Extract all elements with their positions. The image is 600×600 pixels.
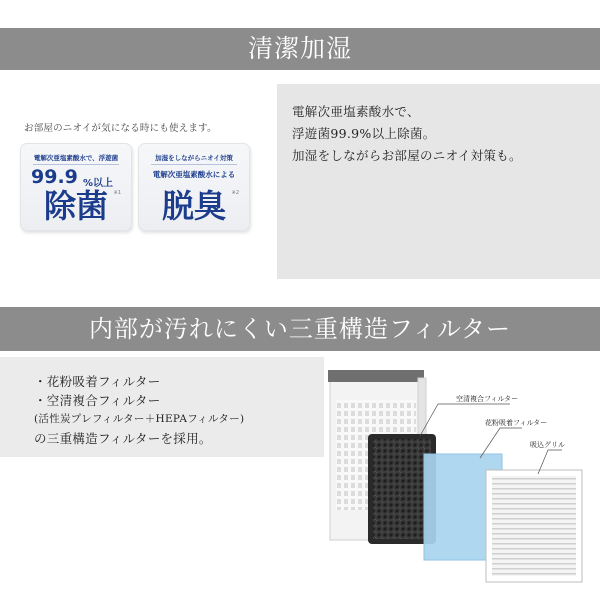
description-text [292, 101, 522, 167]
sterilization-badge [20, 143, 132, 231]
badge-divider [151, 164, 237, 165]
section-title-clean-humidify: 清潔加湿 [0, 28, 600, 70]
description-line: 浮遊菌99.9%以上除菌。 [292, 126, 436, 141]
badge-caption: 加湿をしながらニオイ対策 [155, 154, 233, 162]
section-title-triple-filter: 内部が汚れにくい三重構造フィルター [0, 307, 600, 351]
badge-caption: 電解次亜塩素酸水で、浮遊菌 [33, 154, 119, 162]
intake-grille-label: 吸込グリル [530, 441, 565, 449]
odor-note: お部屋のニオイが気になる時にも使えます。 [24, 123, 217, 134]
filter-list [34, 372, 244, 448]
badge-footnote: ※1 [113, 190, 121, 196]
filter-list-item: ・花粉吸着フィルター [34, 374, 161, 389]
badge-footnote: ※2 [231, 190, 239, 196]
badge-divider [33, 164, 119, 165]
deodorize-badge [138, 143, 250, 231]
pollen-filter-label: 花粉吸着フィルター [485, 419, 548, 427]
badge-percentage-suffix: %以上 [83, 178, 114, 189]
badge-percentage: 99.9 [31, 166, 78, 188]
description-line: 電解次亜塩素酸水で、 [292, 104, 420, 119]
filter-list-item: ・空清複合フィルター [34, 393, 161, 408]
filter-list-item: の三重構造フィルターを採用。 [34, 431, 212, 446]
composite-filter-label: 空清複合フィルター [456, 395, 519, 403]
filter-illustration [322, 370, 600, 600]
badge-word-sterilize: 除菌 [43, 187, 108, 225]
description-line: 加湿をしながらお部屋のニオイ対策も。 [292, 148, 522, 163]
badge-word-deodorize: 脱臭 [161, 187, 226, 225]
intake-grille-icon [486, 470, 582, 582]
badge-caption-secondary: 電解次亜塩素酸水による [152, 170, 236, 179]
filter-list-item: (活性炭プレフィルター＋HEPAフィルター) [34, 413, 245, 425]
